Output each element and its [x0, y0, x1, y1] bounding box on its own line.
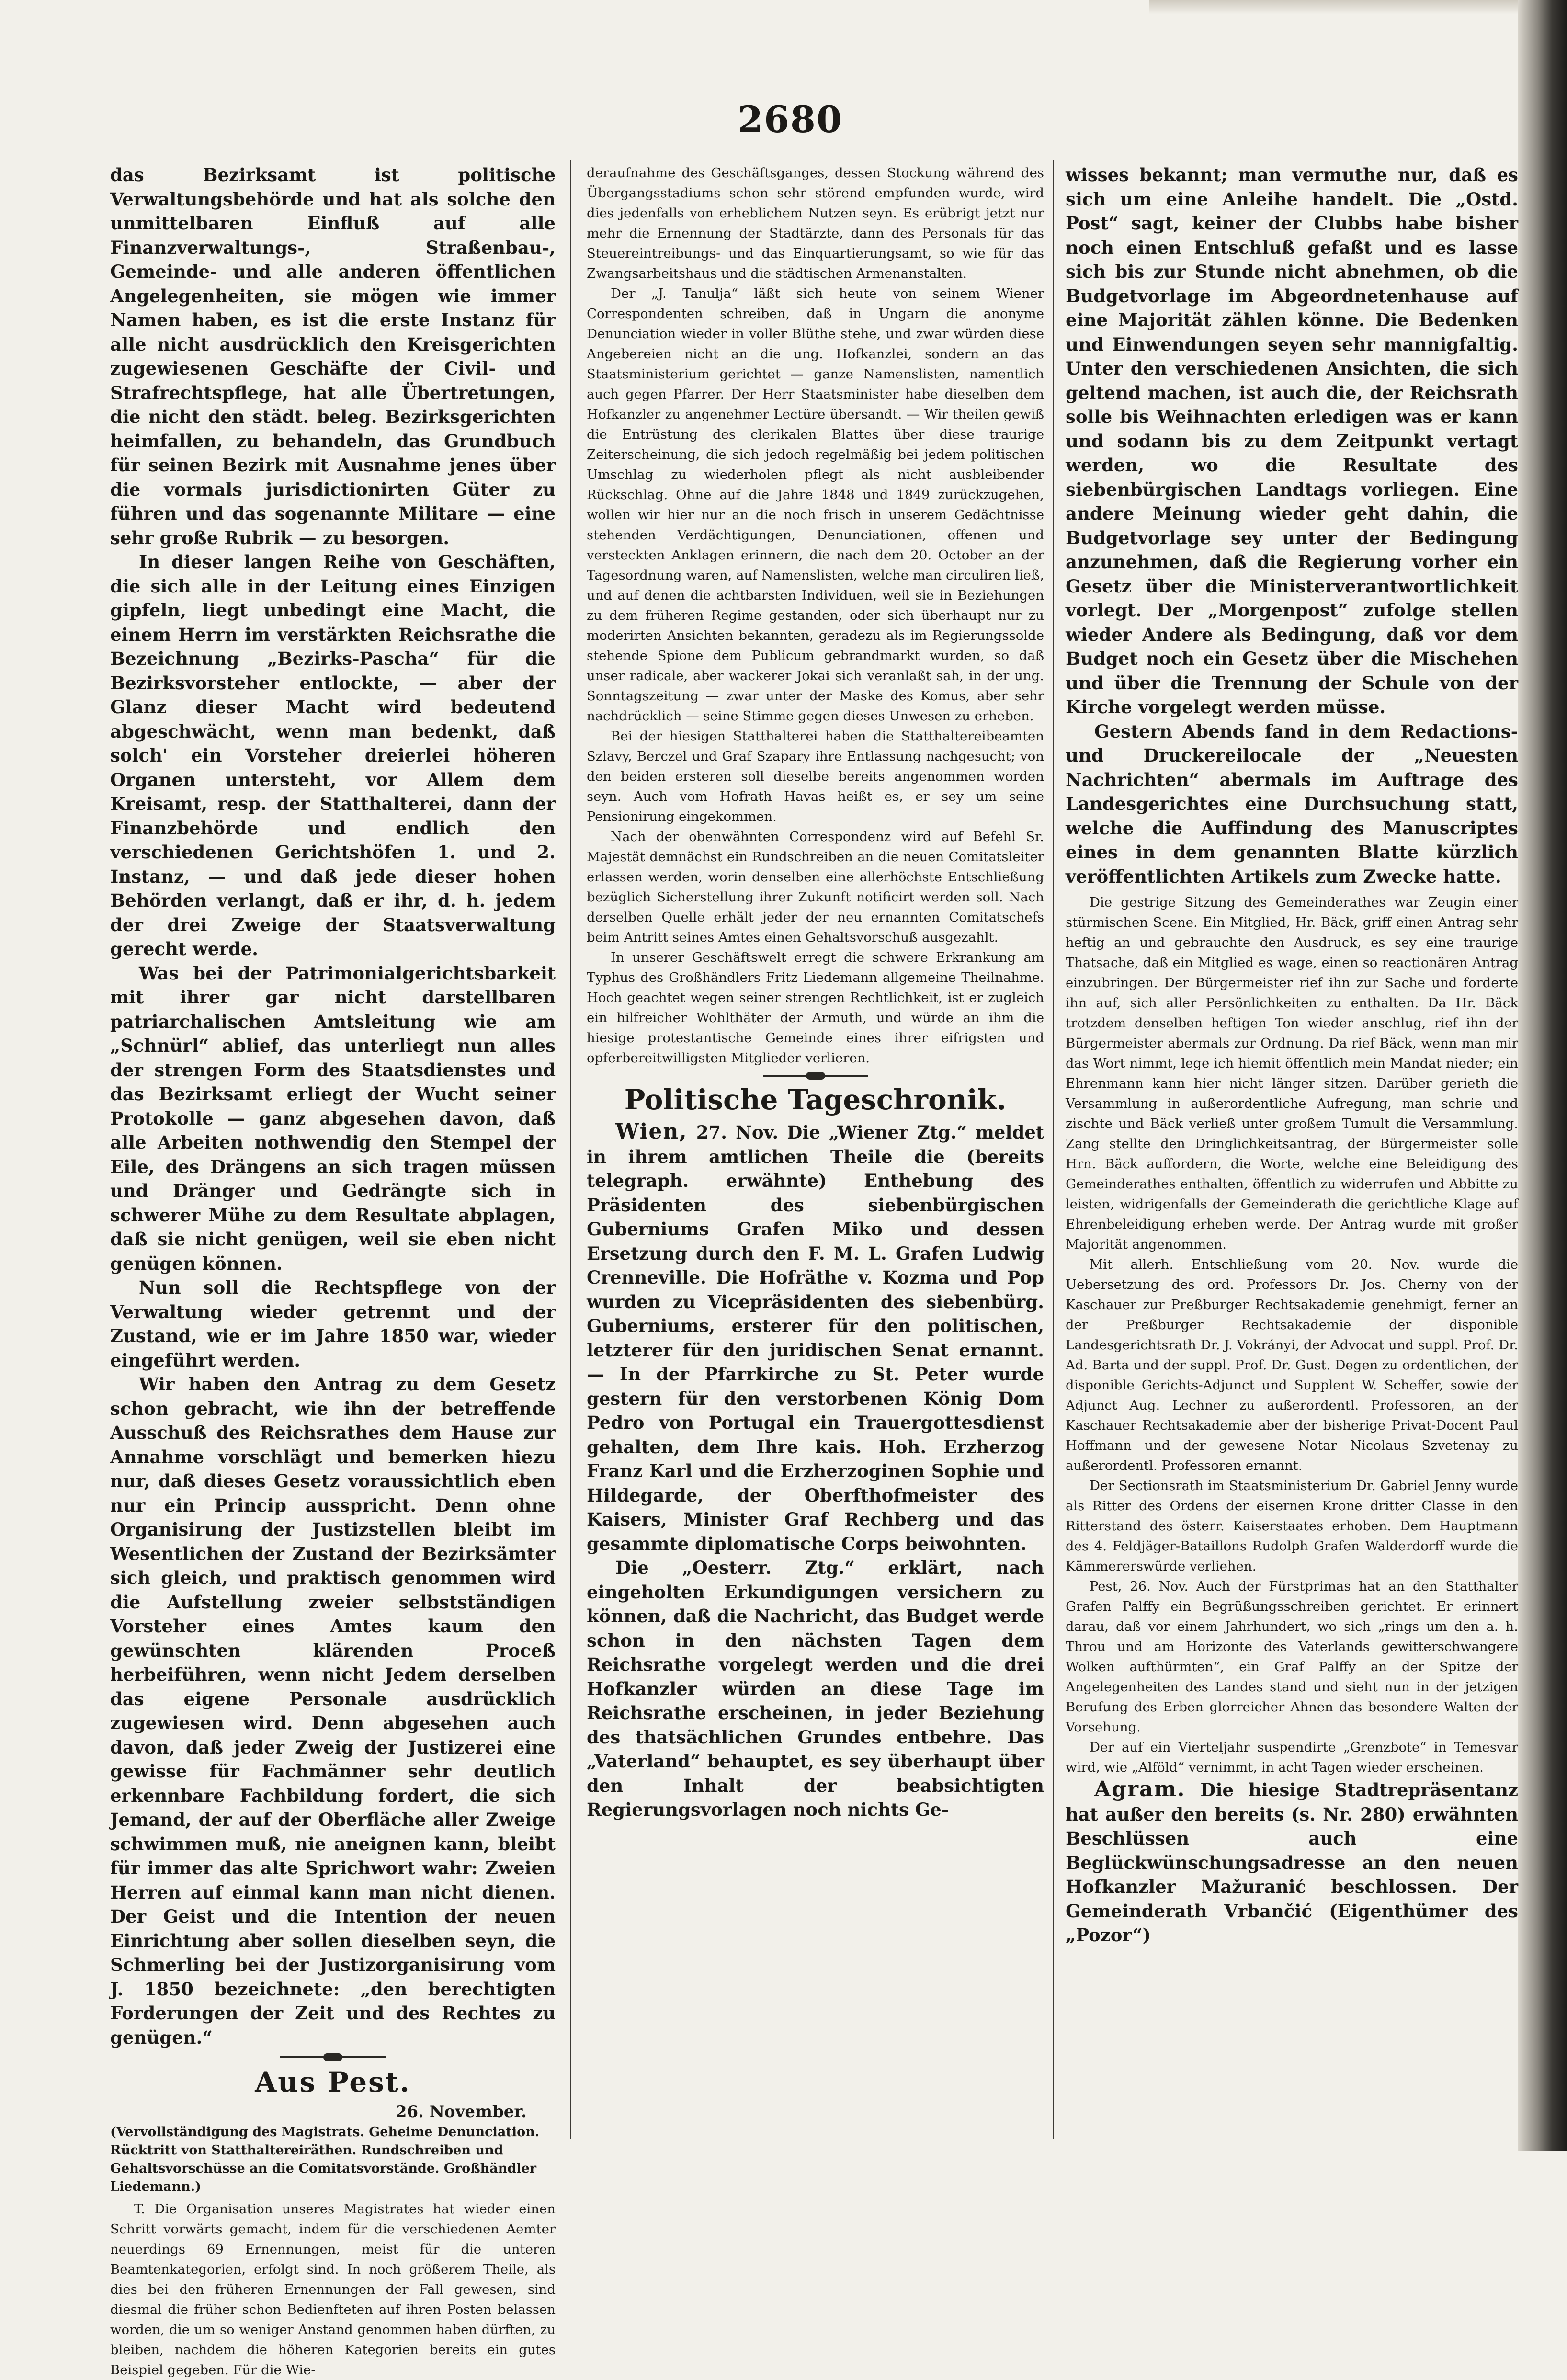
article-paragraph: Der Sectionsrath im Staatsministerium Dr. Gabriel Jenny wurde als Ritter des Ordens der eisernen Krone dritter Classe in den Ritterstand des österr. Kaiserstaates erhoben. Dem Hauptmann des 4. Feldjäger-Bataillons Rudolph Grafen Walderdorff wurde die Kämmererswürde verliehen. [1066, 1478, 1518, 1574]
article-paragraph: Nun soll die Rechtspflege von der Verwaltung wieder getrennt und der Zustand, wie er im Jahre 1850 war, wieder eingeführt werden. [110, 1277, 556, 1371]
article-text: Die hiesige Stadtrepräsentanz hat außer den bereits (s. Nr. 280) erwähnten Beschlüssen auch eine Beglückwünschungsadresse an den neuen Hofkanzler Mažuranić beschlossen. Der Gemeinderath Vrbančić (Eigenthümer des „Pozor“) [1066, 1779, 1518, 1946]
article-paragraph: deraufnahme des Geschäftsganges, dessen Stockung während des Übergangsstadiums schon sehr störend empfunden wurde, wird dies jedenfalls von erheblichem Nutzen seyn. Es erübrigt jetzt nur mehr die Ernennung der Stadtärzte, dann des Personals für das Steuereintreibungs- und das Einquartierungsamt, so wie für das Zwangsarbeitshaus und die städtischen Armenanstalten. [587, 165, 1044, 281]
article-paragraph: In unserer Geschäftswelt erregt die schwere Erkrankung am Typhus des Großhändlers Fritz Liedemann allgemeine Theilnahme. Hoch geachtet wegen seiner strengen Rechtlichkeit, ist er zugleich ein hilfreicher Wohlthäter der Armuth, und würde an ihm die hiesige protestantische Gemeinde eines ihrer eifrigsten und opferbereitwilligsten Mitglieder verlieren. [587, 950, 1044, 1066]
article-paragraph: Gestern Abends fand in dem Redactions- und Druckereilocale der „Neuesten Nachrichten“ abermals im Auftrage des Landesgerichtes eine Durchsuchung statt, welche die Auffindung des Manuscriptes eines in dem genannten Blatte kürzlich veröffentlichten Artikels zum Zwecke hatte. [1066, 720, 1518, 887]
column-rule-right [1053, 160, 1054, 2139]
section-divider [280, 2056, 386, 2058]
article-paragraph: Mit allerh. Entschließung vom 20. Nov. wurde die Uebersetzung des ord. Professors Dr. Jos. Cherny von der Kaschauer zur Preßburger Rechtsakademie genehmigt, ferner an der Preßburger Rechtsakademie der disponible Landesgerichtsrath Dr. J. Vokrányi, der Advocat und suppl. Prof. Dr. Ad. Barta und der suppl. Prof. Dr. Gust. Degen zu ordentlichen, der disponible Gerichts-Adjunct und Supplent W. Scheffer, sowie der Adjunct Aug. Lechner zu außerordentl. Professoren, an der Kaschauer Rechtsakademie aber der bisherige Privat-Docent Paul Hoffmann und der gewesene Notar Nicolaus Szvetenay zu außerordentl. Professoren ernannt. [1066, 1257, 1518, 1473]
column-right [1066, 163, 1518, 2136]
article-paragraph: Die „Oesterr. Ztg.“ erklärt, nach eingeholten Erkundigungen versichern zu können, daß die Nachricht, das Budget werde schon in den nächsten Tagen dem Reichsrathe vorgelegt werden und die drei Hofkanzler würden an diese Tage im Reichsrathe erscheinen, in jeder Beziehung des thatsächlichen Grundes entbehre. Das „Vaterland“ behauptet, es sey überhaupt über den Inhalt der beabsichtigten Regierungsvorlagen noch nichts Ge- [587, 1557, 1044, 1820]
article-paragraph: Wir haben den Antrag zu dem Gesetz schon gebracht, wie ihn der betreffende Ausschuß des Reichsrathes dem Hause zur Annahme vorschlägt und bemerken hiezu nur, daß dieses Gesetz voraussichtlich eben nur ein Princip ausspricht. Denn ohne Organisirung der Justizstellen bleibt im Wesentlichen der Zustand der Bezirksämter sich gleich, und praktisch genommen wird die Aufstellung zweier selbstständigen Vorsteher eines Amtes kaum den gewünschten klärenden Proceß herbeiführen, wenn nicht Jedem derselben das eigene Personale ausdrücklich zugewiesen wird. Denn abgesehen auch davon, daß jeder Zweig der Justizerei eine gewisse für Fachmänner sehr deutlich erkennbare Fachbildung fordert, die sich Jemand, der auf der Oberfläche aller Zweige schwimmen muß, nie aneignen kann, bleibt für immer das alte Sprichwort wahr: Zweien Herren auf einmal kann man nicht dienen. Der Geist und die Intention der neuen Einrichtung aber sollen dieselben seyn, die Schmerling bei der Justizorganisirung vom J. 1850 bezeichnete: „den berechtigten Forderungen der Zeit und des Rechtes zu genügen.“ [110, 1374, 556, 2048]
article-text: 27. Nov. Die „Wiener Ztg.“ meldet in ihrem amtlichen Theile die (bereits telegraph. erwähnte) Enthebung des Präsidenten des siebenbürgischen Guberniums Grafen Miko und dessen Ersetzung durch den F. M. L. Grafen Ludwig Crenneville. Die Hofräthe v. Kozma und Pop wurden zu Vicepräsidenten des siebenbürg. Guberniums, ersterer für den politischen, letzterer für den juridischen Senat ernannt. — In der Pfarrkirche zu St. Peter wurde gestern für den verstorbenen König Dom Pedro von Portugal ein Trauergottesdienst gehalten, dem Ihre kais. Hoh. Erzherzog Franz Karl und die Erzherzoginen Sophie und Hildegarde, der Oberfthofmeister des Kaisers, Minister Graf Rechberg und das gesammte diplomatische Corps beiwohnten. [587, 1122, 1044, 1554]
column-left [110, 163, 556, 2378]
page-edge [1518, 0, 1567, 2151]
section-heading-politische-tageschronik: Politische Tageschronik. [624, 1083, 1007, 1116]
page-number: 2680 [738, 98, 843, 141]
article-paragraph: In dieser langen Reihe von Geschäften, die sich alle in der Leitung eines Einzigen gipfeln, liegt unbedingt eine Macht, die einem Herrn im verstärkten Reichsrathe die Bezeichnung „Bezirks-Pascha“ für die Bezirksvorsteher entlockte, — aber der Glanz dieser Macht wird bedeutend abgeschwächt, wenn man bedenkt, daß solch' ein Vorsteher dreierlei höheren Organen untersteht, vor Allem dem Kreisamt, resp. der Statthalterei, dann der Finanzbehörde und endlich den verschiedenen Gerichtshöfen 1. und 2. Instanz, — und daß jede dieser hohen Behörden verlangt, daß er ihr, d. h. jedem der drei Zweige der Staatsverwaltung gerecht werde. [110, 551, 556, 959]
article-paragraph: T. Die Organisation unseres Magistrates hat wieder einen Schritt vorwärts gemacht, indem für die verschiedenen Aemter neuerdings 69 Ernennungen, meist für die unteren Beamtenkategorien, erfolgt sind. In noch größerem Theile, als dies bei den früheren Ernennungen der Fall gewesen, sind diesmal die früher schon Bedienfteten auf ihren Posten belassen worden, die um so weniger Anstand genommen haben dürften, zu bleiben, nachdem die höheren Kategorien bereits ein gutes Beispiel gegeben. Für die Wie- [110, 2201, 556, 2378]
article-paragraph: Der auf ein Vierteljahr suspendirte „Grenzbote“ in Temesvar wird, wie „Alföld“ vernimmt, in acht Tagen wieder erscheinen. [1066, 1740, 1518, 1775]
section-heading-aus-pest: Aus Pest. [255, 2066, 411, 2098]
place-name-agram: Agram. [1094, 1777, 1186, 1801]
place-name-wien: Wien, [615, 1119, 688, 1144]
article-paragraph: Was bei der Patrimonialgerichtsbarkeit mit ihrer gar nicht darstellbaren patriarchalischen Amtsleitung wie am „Schnürl“ ablief, das unterliegt nun alles der strengen Form des Staatsdienstes und das Bezirksamt erliegt der Wucht seiner Protokolle — ganz abgesehen davon, daß alle Arbeiten nothwendig den Stempel der Eile, des Drängens an sich tragen müssen und Dränger und Gedrängte sich in schwerer Mühe zu dem Resultate abplagen, daß sie nicht genügen, weil sie eben nicht genügen können. [110, 962, 556, 1274]
column-middle [587, 163, 1044, 2136]
article-paragraph: Der „J. Tanulja“ läßt sich heute von seinem Wiener Correspondenten schreiben, daß in Ungarn die anonyme Denunciation wieder in voller Blüthe stehe, und zwar würden diese Angebereien nicht an die ung. Hofkanzlei, sondern an das Staatsministerium gerichtet — ganze Namenslisten, namentlich auch gegen Pfarrer. Der Herr Staatsminister habe dieselben dem Hofkanzler zu angenehmer Lectüre übersandt. — Wir theilen gewiß die Entrüstung des clerikalen Blattes über diese traurige Zeiterscheinung, die sich jedoch regelmäßig bei jedem politischen Umschlag zu wiederholen pflegt als nicht ausbleibender Rückschlag. Ohne auf die Jahre 1848 und 1849 zurückzugehen, wollen wir hier nur an die noch frisch in unserem Gedächtnisse stehenden Verdächtigungen, Denunciationen, offenen und versteckten Anklagen erinnern, die nach dem 20. October an der Tagesordnung waren, auf Namenslisten, welche man circuliren ließ, und auf denen die achtbarsten Individuen, weil sie in Beziehungen zu dem früheren Regime gestanden, oder sich überhaupt nur zu moderirten Ansichten bekannten, geradezu als im Regierungssolde stehende Spione dem Publicum gebrandmarkt wurden, so daß unser radicale, aber wackerer Jokai sich veranlaßt sah, in der ung. Sonntagszeitung — zwar unter der Maske des Komus, aber sehr nachdrücklich — seine Stimme gegen dieses Unwesen zu erheben. [587, 286, 1044, 724]
article-paragraph: das Bezirksamt ist politische Verwaltungsbehörde und hat als solche den unmittelbaren Einfluß auf alle Finanzverwaltungs-, Straßenbau-, Gemeinde- und alle anderen öffentlichen Angelegenheiten, sie mögen wie immer Namen haben, es ist die erste Instanz für alle nicht ausdrücklich den Kreisgerichten zugewiesenen Geschäfte der Civil- und Strafrechtspflege, hat alle Übertretungen, die nicht den städt. beleg. Bezirksgerichten heimfallen, zu behandeln, das Grundbuch für seinen Bezirk mit Ausnahme jenes über die vormals jurisdictionirten Güter zu führen und das sogenannte Militare — eine sehr große Rubrik — zu besorgen. [110, 164, 556, 548]
section-summary: (Vervollständigung des Magistrats. Geheime Denunciation. Rücktritt von Statthaltereiräthen. Rundschreiben und Gehaltsvorschüsse an die Comitatsvorstände. Großhändler Liedemann.) [110, 2125, 540, 2194]
article-paragraph: Bei der hiesigen Statthalterei haben die Statthaltereibeamten Szlavy, Berczel und Graf Szapary ihre Entlassung nachgesucht; von den beiden ersteren soll dieselbe bereits angenommen worden seyn. Auch vom Hofrath Havas heißt es, er sey um seine Pensionirung eingekommen. [587, 729, 1044, 824]
column-rule-left [570, 160, 571, 2139]
article-paragraph: Die gestrige Sitzung des Gemeinderathes war Zeugin einer stürmischen Scene. Ein Mitglied, Hr. Bäck, griff einen Antrag sehr heftig an und gebrauchte den Ausdruck, es sey eine traurige Thatsache, daß ein Mitglied es wage, einen so reactionären Antrag einzubringen. Der Bürgermeister rief ihn zur Sache und forderte ihn auf, sich aller Persönlichkeiten zu enthalten. Da Hr. Bäck trotzdem denselben heftigen Ton wieder anschlug, rief ihn der Bürgermeister abermals zur Ordnung. Da rief Bäck, wenn man mir das Wort nimmt, lege ich hiemit öffentlich mein Mandat nieder; ein Ehrenmann kann hier nicht länger sitzen. Darüber gerieth die Versammlung in außerordentliche Aufregung, man schrie und zischte und Bäck verließ unter großem Tumult die Versammlung. Zang stellte den Dringlichkeitsantrag, der Bürgermeister solle Hrn. Bäck auffordern, die Worte, welche eine Beleidigung des Gemeinderathes enthalten, öffentlich zu widerrufen und Abbitte zu leisten, widrigenfalls der Gemeinderath die gerichtliche Klage auf Ehrenbeleidigung erheben werde. Der Antrag wurde mit großer Majorität angenommen. [1066, 895, 1518, 1252]
page-shadow [1149, 0, 1518, 14]
section-divider [763, 1075, 868, 1077]
article-paragraph: wisses bekannt; man vermuthe nur, daß es sich um eine Anleihe handelt. Die „Ostd. Post“ sagt, keiner der Clubbs habe bisher noch einen Entschluß gefaßt und es lasse sich bis zur Stunde nicht abnehmen, ob die Budgetvorlage im Abgeordnetenhause auf eine Majorität zählen könne. Die Bedenken und Einwendungen seyen sehr mannigfaltig. Unter den verschiedenen Ansichten, die sich geltend machen, ist auch die, der Reichsrath solle bis Weihnachten erledigen was er kann und sodann bis zu dem Zeitpunkt vertagt werden, wo die Resultate des siebenbürgischen Landtags vorliegen. Eine andere Meinung wieder geht dahin, die Budgetvorlage sey unter der Bedingung anzunehmen, daß die Regierung vorher ein Gesetz über die Ministerverantwortlichkeit vorlegt. Der „Morgenpost“ zufolge stellen wieder Andere als Bedingung, daß vor dem Budget noch ein Gesetz über die Mischehen und über die Trennung der Schule von der Kirche vorgelegt werden müsse. [1066, 164, 1518, 717]
article-paragraph: Nach der obenwähnten Correspondenz wird auf Befehl Sr. Majestät demnächst ein Rundschreiben an die neuen Comitatsleiter erlassen werden, worin denselben eine allerhöchste Entschließung bezüglich Sicherstellung ihrer Zukunft notificirt werden soll. Nach derselben Quelle erhält jeder der neu ernannten Comitatschefs beim Antritt seines Amtes einen Gehaltsvorschuß ausgezahlt. [587, 829, 1044, 945]
dateline: 26. November. [395, 2102, 527, 2121]
article-paragraph: Pest, 26. Nov. Auch der Fürstprimas hat an den Statthalter Grafen Palffy ein Begrüßungsschreiben gerichtet. Er erinnert darau, daß vor einem Jahrhundert, wo sich „rings um den a. h. Throu und am Horizonte des Vaterlands gewitterschwangere Wolken aufthürmten“, ein Graf Palffy an der Spitze der Angelegenheiten des Landes stand und sieht nun in der jetzigen Berufung des Erben glorreicher Ahnen das besondere Walten der Vorsehung. [1066, 1579, 1518, 1735]
